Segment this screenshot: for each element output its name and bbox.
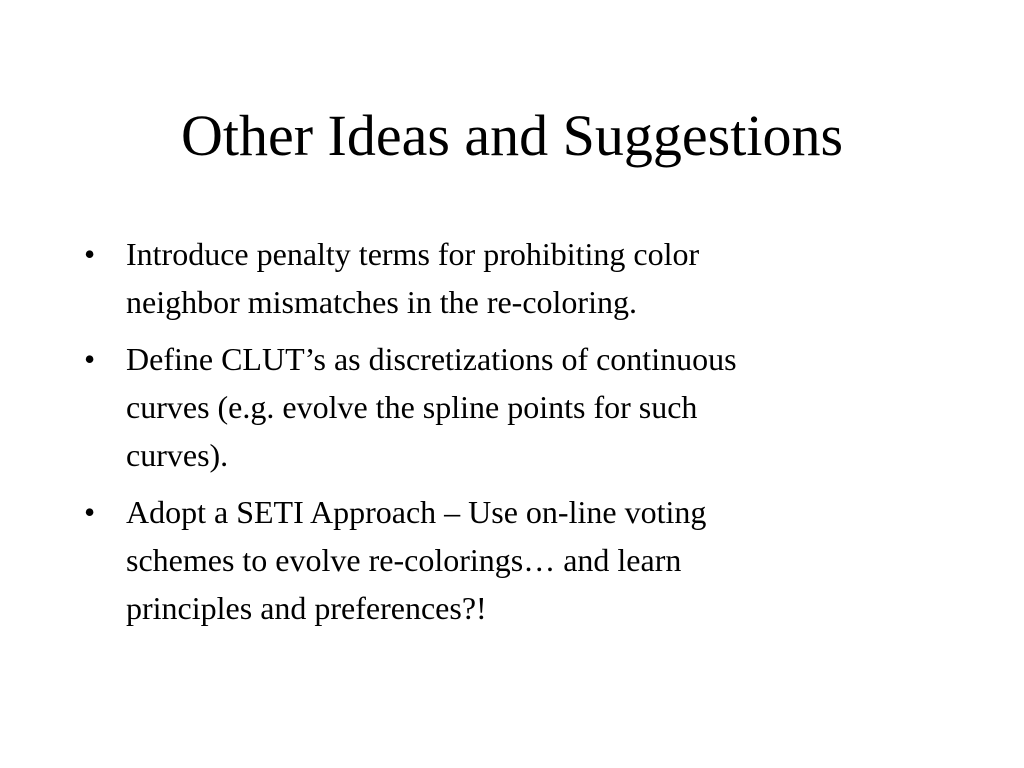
bullet-marker: •	[84, 494, 96, 530]
bullet-item-clut-definition	[84, 335, 944, 479]
bullet-text: Define CLUT’s as discretizations of continuous curves (e.g. evolve the spline points for such curves).	[126, 341, 737, 473]
slide-title: Other Ideas and Suggestions	[180, 103, 844, 168]
bullet-marker: •	[84, 341, 96, 377]
bullet-text: Introduce penalty terms for prohibiting color neighbor mismatches in the re-coloring.	[126, 236, 700, 320]
bullet-item-penalty-terms	[84, 230, 944, 326]
bullet-item-seti-approach	[84, 488, 944, 632]
bullet-marker: •	[84, 236, 96, 272]
bullet-list	[84, 230, 944, 641]
bullet-text: Adopt a SETI Approach – Use on-line voting schemes to evolve re-colorings… and learn principles and preferences?!	[126, 494, 707, 626]
